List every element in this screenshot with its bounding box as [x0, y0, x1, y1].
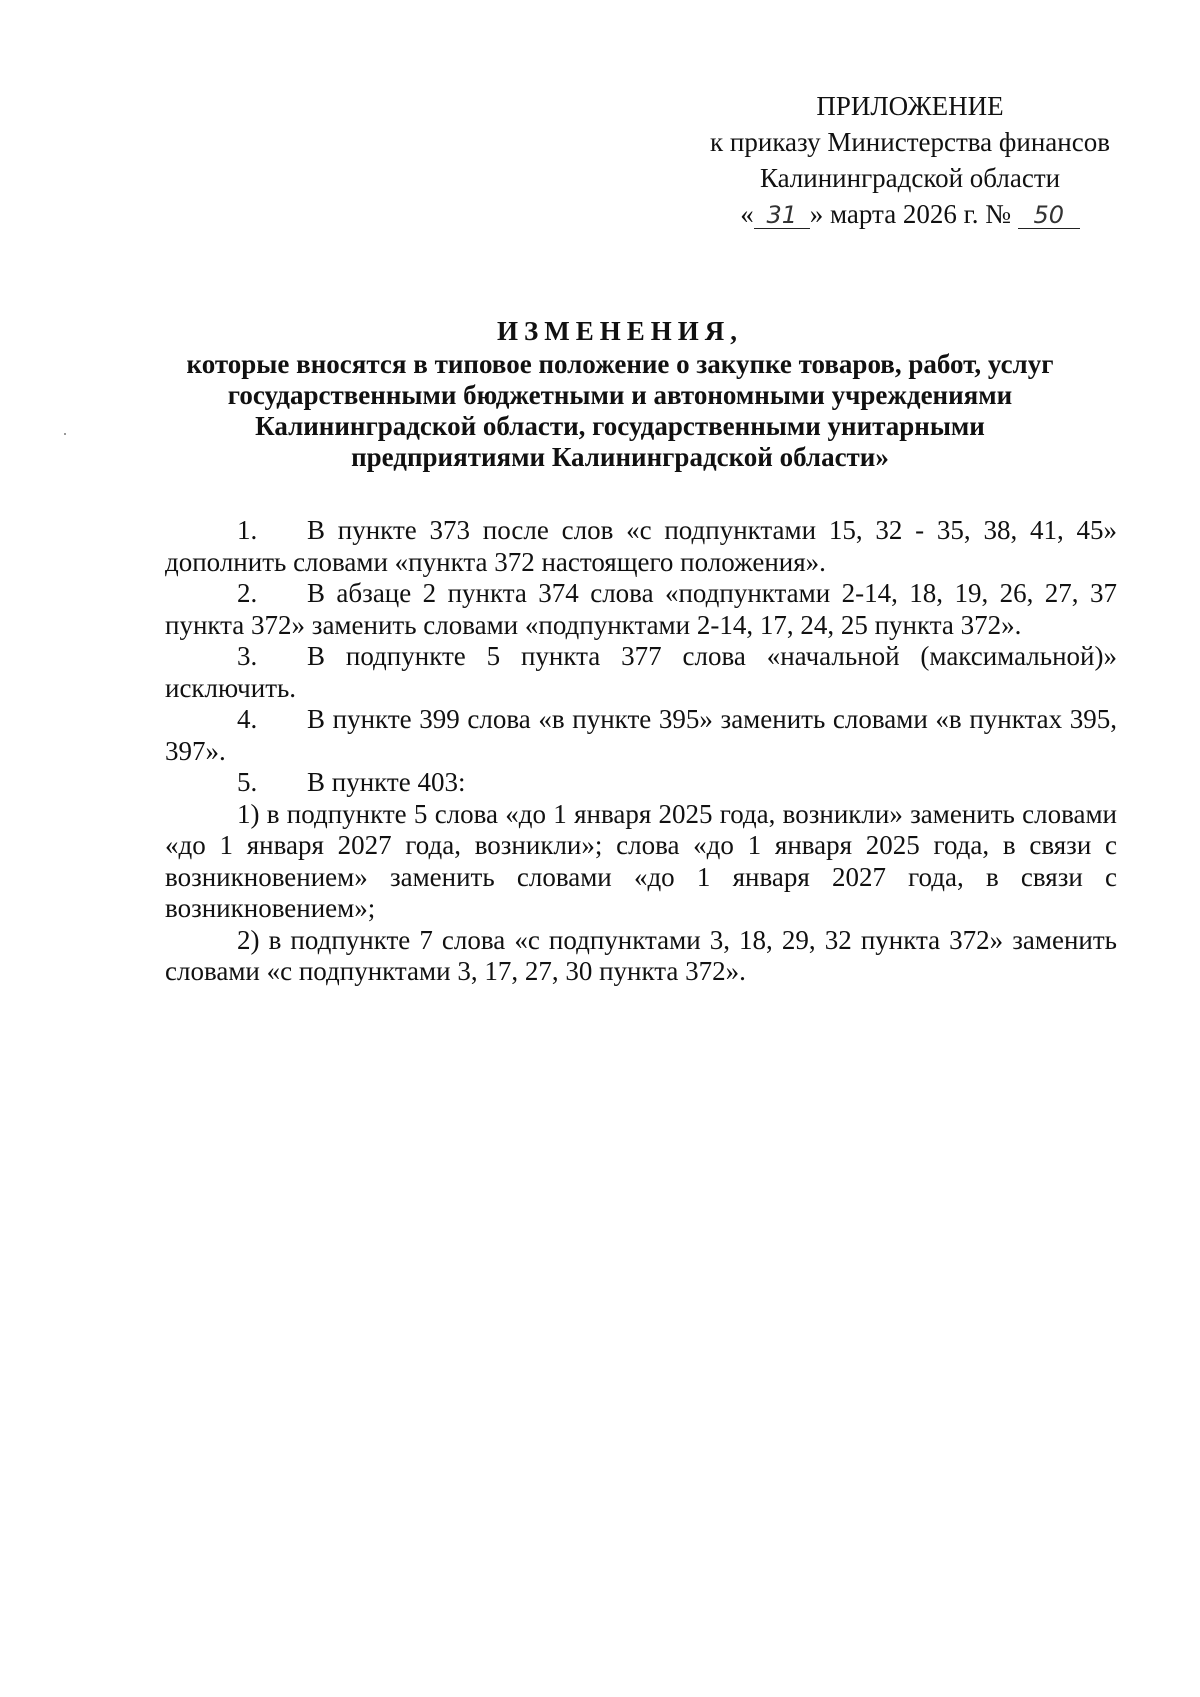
subitem-1: 1) в подпункте 5 слова «до 1 января 2025 года, возникли» заменить словами «до 1 января 2027 года, возникли»; слова «до 1 января 2025 года, в связи с возникновением» заменить словами «до 1 января 2027 года, в связи с возникновением»; — [165, 798, 1117, 923]
item-number: 3. — [237, 641, 258, 671]
scan-speck — [64, 433, 66, 435]
item-text: В пункте 399 слова «в пункте 395» заменить словами «в пунктах 395, 397». — [165, 704, 1117, 766]
appendix-order-ref: к приказу Министерства финансов — [710, 127, 1110, 157]
handwritten-order-number: 50 — [1018, 202, 1080, 229]
item-1 — [165, 515, 1117, 578]
document-body — [165, 515, 1117, 988]
title-subline-3: Калининградской области, государственными унитарными — [255, 411, 985, 441]
item-2 — [165, 578, 1117, 641]
item-4 — [165, 704, 1117, 767]
item-text: В пункте 373 после слов «с подпунктами 15, 32 - 35, 38, 41, 45» дополнить словами «пункта 372 настоящего положения». — [165, 515, 1117, 577]
item-3 — [165, 641, 1117, 704]
date-open-quote: « — [740, 199, 754, 229]
item-text: В подпункте 5 пункта 377 слова «начальной (максимальной)» исключить. — [165, 641, 1117, 703]
document-title: ИЗМЕНЕНИЯ, — [496, 316, 743, 346]
item-number: 5. — [237, 767, 258, 797]
item-text: В абзаце 2 пункта 374 слова «подпунктами 2-14, 18, 19, 26, 27, 37 пункта 372» заменить словами «подпунктами 2-14, 17, 24, 25 пункта 372». — [165, 578, 1117, 640]
item-number: 4. — [237, 704, 258, 734]
handwritten-day: 31 — [754, 202, 810, 229]
appendix-date-line — [690, 196, 1130, 232]
item-number: 2. — [237, 578, 258, 608]
title-subline-1: которые вносятся в типовое положение о закупке товаров, работ, услуг — [186, 349, 1054, 379]
appendix-title: ПРИЛОЖЕНИЕ — [816, 91, 1004, 121]
item-number: 1. — [237, 515, 258, 545]
date-month-year: » марта 2026 г. № — [809, 199, 1011, 229]
subitem-2: 2) в подпункте 7 слова «с подпунктами 3, 18, 29, 32 пункта 372» заменить словами «с подпунктами 3, 17, 27, 30 пункта 372». — [165, 924, 1117, 986]
document-title-block — [150, 316, 1090, 473]
item-5 — [165, 767, 1117, 799]
item-text: В пункте 403: — [307, 767, 466, 797]
appendix-header — [690, 88, 1130, 232]
title-subline-4: предприятиями Калининградской области» — [351, 442, 889, 472]
appendix-region: Калининградской области — [759, 163, 1061, 193]
title-subline-2: государственными бюджетными и автономными учреждениями — [227, 380, 1013, 410]
